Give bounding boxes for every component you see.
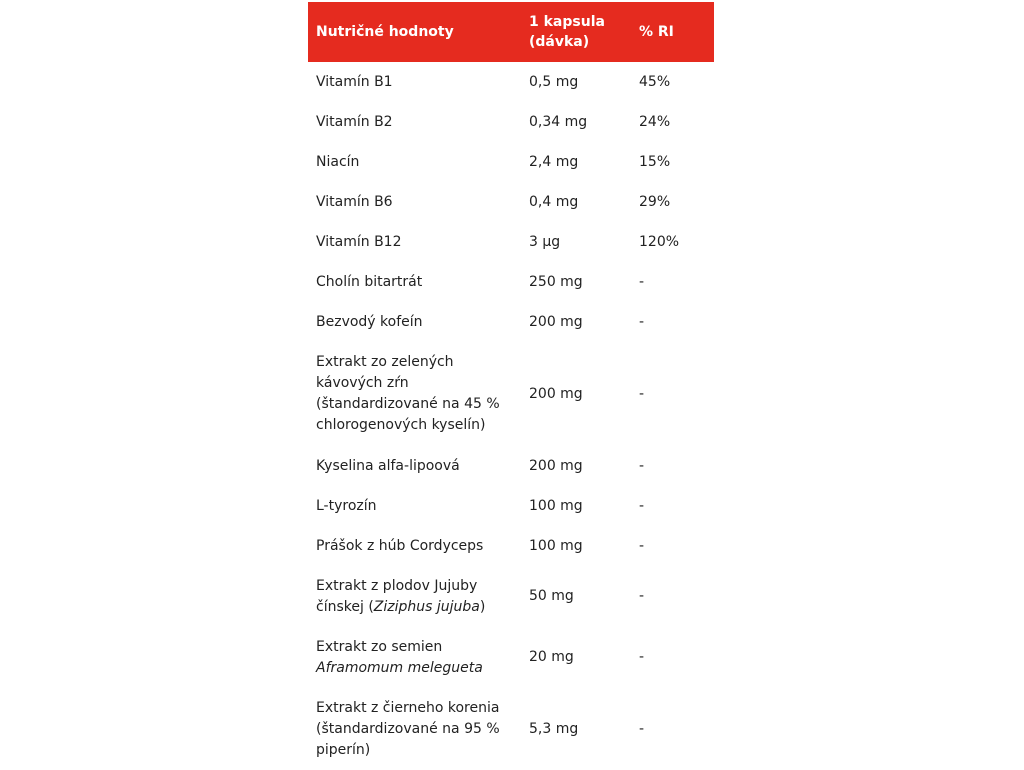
- table-row: [308, 222, 714, 262]
- header-per-capsule-line2: (dávka): [529, 34, 590, 50]
- nutrition-table: [308, 2, 714, 770]
- row-name: [308, 637, 521, 679]
- row-name: Vitamín B2: [316, 113, 393, 130]
- row-amount: 0,5 mg: [529, 73, 579, 90]
- row-name-latin: Ziziphus jujuba: [373, 598, 480, 615]
- row-amount: 50 mg: [529, 588, 574, 604]
- row-amount: 250 mg: [529, 273, 583, 290]
- table-row: [308, 102, 714, 142]
- row-name-line: [316, 597, 521, 618]
- row-name-line: (štandardizované na 95 %: [316, 720, 500, 737]
- table-row: [308, 182, 714, 222]
- row-name: Cholín bitartrát: [316, 273, 423, 290]
- row-amount: 200 mg: [529, 313, 583, 330]
- row-amount: 3 µg: [529, 233, 561, 250]
- row-amount: 5,3 mg: [529, 720, 579, 737]
- table-header: [308, 2, 714, 62]
- row-ri: -: [639, 537, 645, 554]
- table-row: [308, 446, 714, 486]
- row-ri: 24%: [639, 113, 671, 130]
- row-ri: -: [639, 273, 645, 290]
- row-amount: 100 mg: [529, 537, 583, 554]
- row-amount: 100 mg: [529, 497, 583, 514]
- row-name-line: Extrakt zo zelených: [316, 354, 454, 370]
- table-row: [308, 342, 714, 446]
- row-name-line: chlorogenových kyselín): [316, 417, 486, 433]
- row-name: L-tyrozín: [316, 497, 377, 514]
- row-name-line: Extrakt z čierneho korenia: [316, 699, 500, 716]
- row-amount: 200 mg: [529, 385, 583, 402]
- row-name: Vitamín B6: [316, 193, 393, 210]
- row-ri: 120%: [639, 233, 680, 250]
- header-per-capsule-line1: 1 kapsula: [529, 14, 605, 30]
- row-ri: 45%: [639, 73, 671, 90]
- table-row: [308, 262, 714, 302]
- row-name: Kyselina alfa-lipoová: [316, 457, 460, 474]
- row-name-line: piperín): [316, 741, 371, 758]
- row-ri: -: [639, 649, 645, 665]
- row-name-line: Extrakt z plodov Jujuby: [316, 577, 478, 594]
- row-name-line: (štandardizované na 45 %: [316, 396, 500, 412]
- table-row: [308, 688, 714, 770]
- table-row: [308, 526, 714, 566]
- row-name-line: Extrakt zo semien: [316, 638, 443, 655]
- row-name-latin: Aframomum melegueta: [316, 659, 483, 676]
- row-ri: -: [639, 497, 645, 514]
- row-amount: 20 mg: [529, 649, 574, 665]
- row-ri: -: [639, 385, 645, 402]
- row-name-text: ): [479, 598, 486, 615]
- row-ri: 15%: [639, 153, 671, 170]
- table-row: [308, 566, 714, 627]
- table-row: [308, 486, 714, 526]
- row-name: Vitamín B12: [316, 233, 402, 250]
- header-per-capsule: [521, 12, 631, 52]
- row-name: [308, 698, 521, 761]
- table-row: [308, 142, 714, 182]
- table-row: [308, 627, 714, 688]
- header-nutrition-values: Nutričné hodnoty: [316, 24, 454, 40]
- table-row: [308, 302, 714, 342]
- row-amount: 0,34 mg: [529, 113, 588, 130]
- header-ri: % RI: [639, 24, 674, 40]
- row-ri: -: [639, 588, 645, 604]
- row-amount: 0,4 mg: [529, 193, 579, 210]
- row-ri: -: [639, 720, 645, 737]
- row-ri: 29%: [639, 193, 671, 210]
- row-name: Niacín: [316, 153, 360, 170]
- row-name: Vitamín B1: [316, 73, 393, 90]
- row-name-line: kávových zŕn: [316, 375, 409, 391]
- row-ri: -: [639, 457, 645, 474]
- row-name-text: čínskej (: [316, 598, 374, 615]
- row-name: Bezvodý kofeín: [316, 313, 423, 330]
- row-ri: -: [639, 313, 645, 330]
- row-name: Prášok z húb Cordyceps: [316, 537, 484, 554]
- table-row: [308, 62, 714, 102]
- row-amount: 2,4 mg: [529, 153, 579, 170]
- row-name: [308, 352, 521, 436]
- row-name: [308, 576, 521, 618]
- row-amount: 200 mg: [529, 457, 583, 474]
